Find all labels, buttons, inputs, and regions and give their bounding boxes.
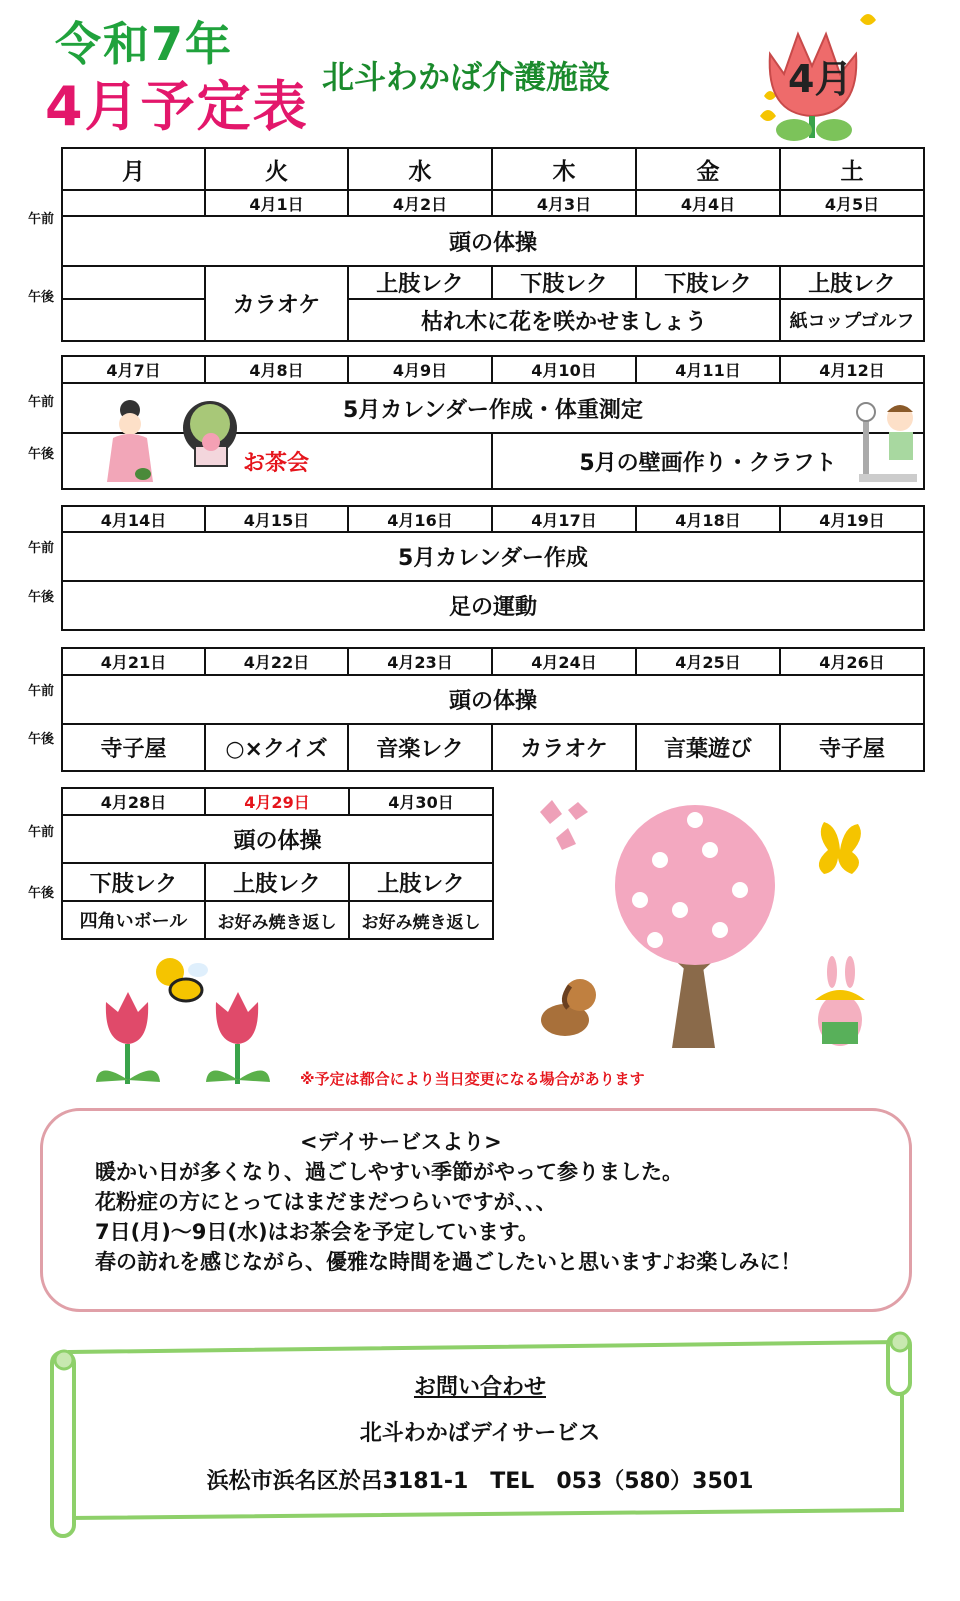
pm-activity: 四角いボール [62,901,205,939]
pm-label: 午後 [28,590,55,605]
date-cell: 4月30日 [349,788,493,815]
am-activity: 頭の体操 [62,216,924,266]
date-cell: 4月7日 [62,356,205,383]
pm-label: 午後 [28,447,55,462]
pm-activity: 下肢レク [636,266,780,299]
date-cell: 4月26日 [780,648,924,675]
holiday-date-cell: 4月29日 [205,788,349,815]
weekday-thu: 木 [492,148,636,190]
pm-label: 午後 [28,886,55,901]
week5-table [61,787,494,940]
am-activity: 頭の体操 [62,675,924,724]
month-badge-text: 4月 [788,57,853,101]
pm-activity: 上肢レク [205,863,349,901]
tea-ceremony-illustration [95,398,245,488]
week3-table [61,505,925,631]
pm-activity: 足の運動 [62,581,924,630]
pm-label: 午後 [28,732,55,747]
message-line: 暖かい日が多くなり、過ごしやすい季節がやって参りました。 [95,1160,683,1184]
pm-activity: 下肢レク [62,863,205,901]
date-cell: 4月3日 [492,190,636,216]
date-cell: 4月4日 [636,190,780,216]
pm-activity: 寺子屋 [62,724,205,771]
date-cell: 4月19日 [780,506,924,532]
date-cell: 4月8日 [205,356,348,383]
pm-activity: お好み焼き返し [349,901,493,939]
tulips-and-bee-illustration [88,950,278,1090]
era-year-title: 令和7年 [55,17,234,71]
date-cell: 4月24日 [492,648,636,675]
facility-name: 北斗わかば介護施設 [322,58,611,96]
date-cell: 4月12日 [780,356,924,383]
pm-activity: お好み焼き返し [205,901,349,939]
date-cell: 4月22日 [205,648,348,675]
pm-activity: カラオケ [492,724,636,771]
pm-activity: 下肢レク [492,266,636,299]
pm-activity: 言葉遊び [636,724,780,771]
am-label: 午前 [28,395,55,410]
week1-table [61,147,925,342]
am-label: 午前 [28,212,55,227]
date-cell: 4月28日 [62,788,205,815]
pm-activity: お茶会 [62,433,492,489]
am-activity: 頭の体操 [62,815,493,863]
message-line: 花粉症の方にとってはまだまだつらいですが、、、 [95,1190,557,1214]
weekday-fri: 金 [636,148,780,190]
am-activity: 5月カレンダー作成 [62,532,924,581]
pm-activity: 紙コップゴルフ [780,299,924,341]
pm-activity: 枯れ木に花を咲かせましょう [348,299,780,341]
date-cell: 4月16日 [348,506,492,532]
cherry-tree-illustration [510,790,920,1080]
pm-activity: カラオケ [205,266,348,341]
date-cell-empty [62,190,205,216]
date-cell: 4月23日 [348,648,492,675]
message-heading: <デイサービスより> [300,1130,502,1154]
weight-measurement-illustration [855,398,921,484]
pm-label: 午後 [28,290,55,305]
weekday-tue: 火 [205,148,348,190]
week4-table [61,647,925,772]
contact-address-tel: 浜松市浜名区於呂3181-1 TEL 053（580）3501 [206,1469,754,1494]
pm-empty-cell [62,266,205,299]
weekday-sat: 土 [780,148,924,190]
date-cell: 4月18日 [636,506,780,532]
pm-activity: 音楽レク [348,724,492,771]
message-line: 7日(月)〜9日(水)はお茶会を予定しています。 [95,1220,539,1244]
message-line: 春の訪れを感じながら、優雅な時間を過ごしたいと思います♪お楽しみに！ [95,1250,802,1274]
pm-activity: 寺子屋 [780,724,924,771]
pm-activity: 上肢レク [780,266,924,299]
date-cell: 4月5日 [780,190,924,216]
pm-empty-cell [62,299,205,341]
date-cell: 4月11日 [636,356,780,383]
contact-heading: お問い合わせ [413,1375,546,1400]
am-label: 午前 [28,684,55,699]
am-label: 午前 [28,541,55,556]
date-cell: 4月14日 [62,506,205,532]
month-schedule-title: 4月予定表 [45,75,309,138]
am-activity: 5月カレンダー作成・体重測定 [62,383,924,433]
weekday-mon: 月 [62,148,205,190]
date-cell: 4月25日 [636,648,780,675]
weekday-wed: 水 [348,148,492,190]
date-cell: 4月15日 [205,506,348,532]
pm-activity: 5月の壁画作り・クラフト [492,433,924,489]
pm-activity: ○×クイズ [205,724,348,771]
contact-service-name: 北斗わかばデイサービス [359,1421,601,1446]
date-cell: 4月9日 [348,356,492,383]
pm-activity: 上肢レク [348,266,492,299]
pm-activity: 上肢レク [349,863,493,901]
date-cell: 4月10日 [492,356,636,383]
date-cell: 4月2日 [348,190,492,216]
date-cell: 4月17日 [492,506,636,532]
date-cell: 4月1日 [205,190,348,216]
am-label: 午前 [28,825,55,840]
date-cell: 4月21日 [62,648,205,675]
schedule-change-note: ※予定は都合により当日変更になる場合があります [300,1070,645,1088]
